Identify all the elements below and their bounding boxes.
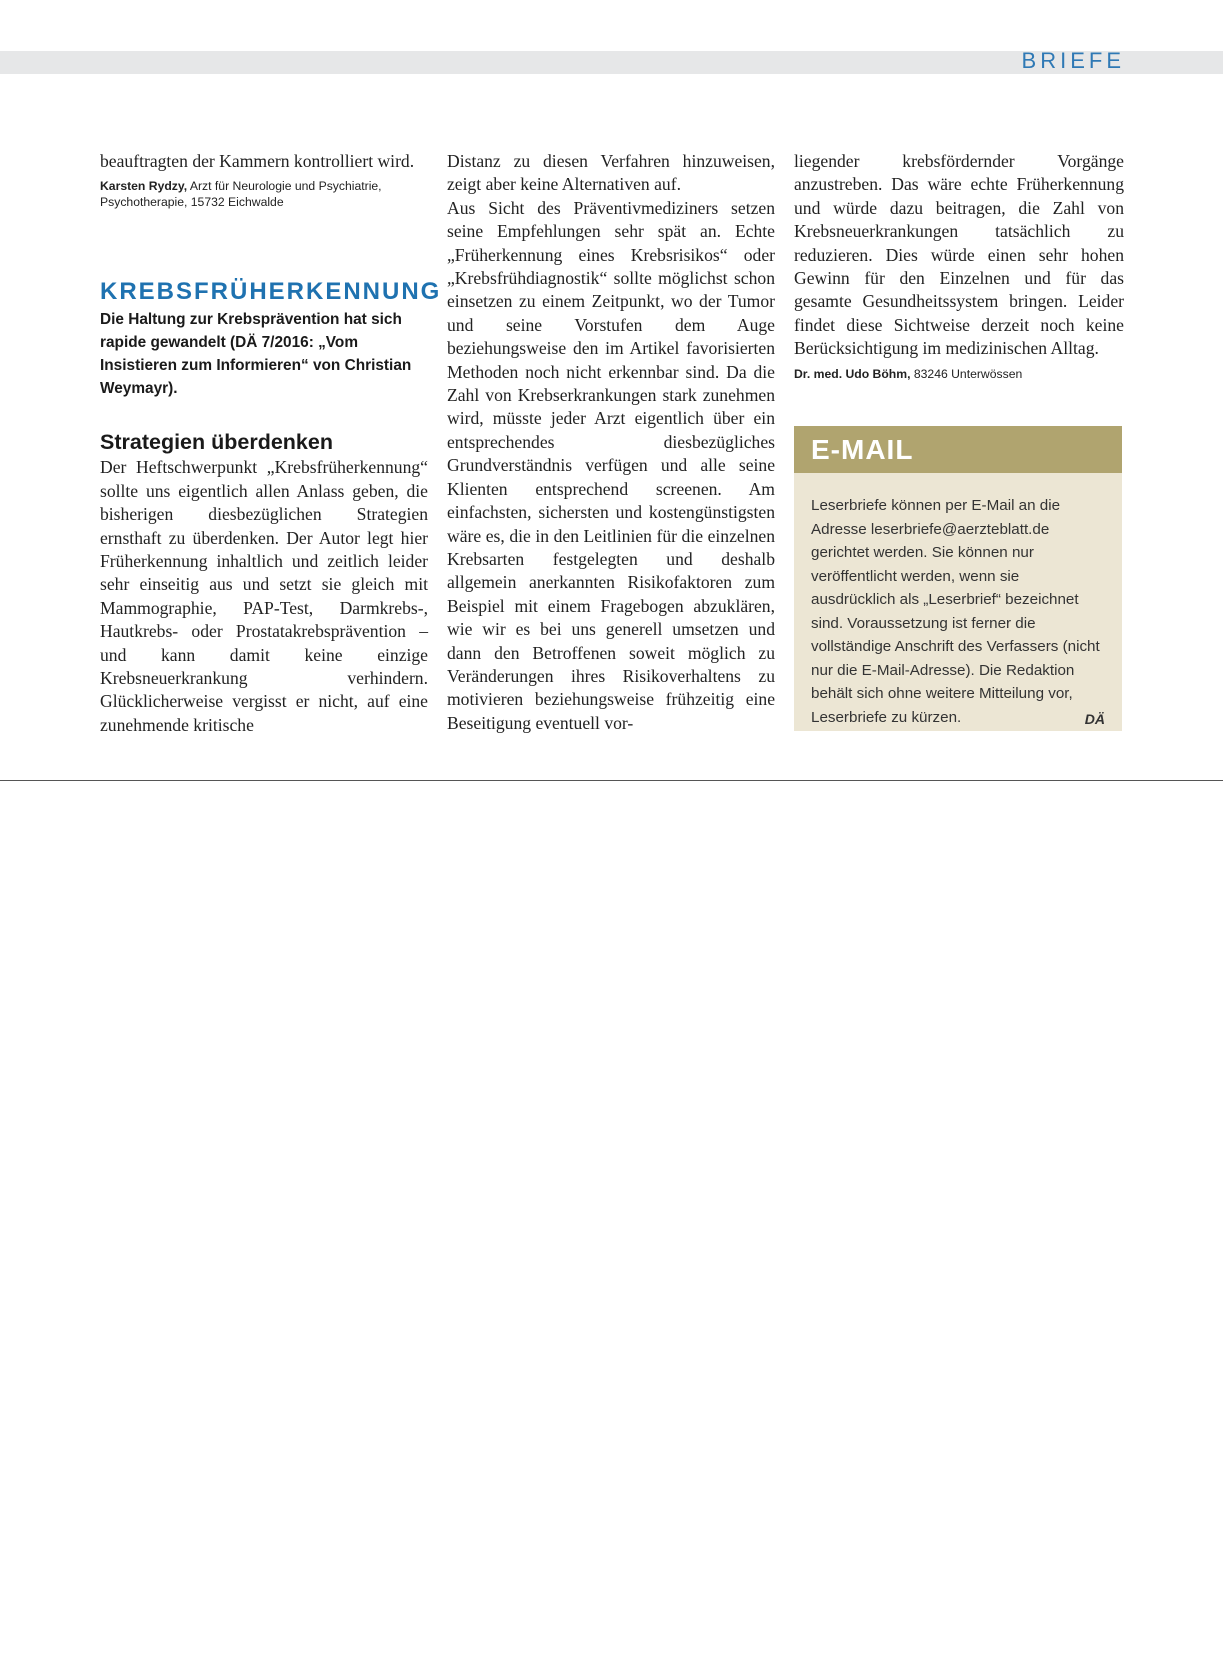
body-paragraph: beauftragten der Kammern kontrolliert wird. <box>100 151 415 171</box>
column-1 <box>100 150 442 737</box>
author-name: Karsten Rydzy, <box>100 179 188 194</box>
body-paragraph: Der Heftschwerpunkt „Krebsfrüherkennung“ sollte uns eigentlich allen Anlass geben, die bisherigen diesbezüglichen Strategien ernsthaft zu überdenken. Der Autor legt hier Früherkennung inhaltlich und zeitlich leider sehr einseitig aus und setzt sie gleich mit Mammographie, PAP-Test, Darmkrebs-, Hautkrebs- oder Prostatakrebsprävention – und kann damit keine einzige Krebsneuerkrankung verhindern. Glücklicherweise vergisst er nicht, auf eine zunehmende kritische <box>100 457 428 735</box>
email-box-title: E-MAIL <box>794 426 1122 473</box>
body-paragraph: Distanz zu diesen Verfahren hinzuweisen, zeigt aber keine Alternativen auf. <box>447 151 775 195</box>
email-box-body: Leserbriefe können per E-Mail an die Adresse leserbriefe@aerzteblatt.de gerichtet werden. Sie können nur veröffentlicht werden, wenn sie ausdrücklich als „Leserbrief“ bezeichnet sind. Voraussetzung ist ferner die vollständige Anschrift des Verfassers (nicht nur die E-Mail-Adresse). Die Redaktion behält sich ohne weitere Mitteilung vor, Leserbriefe zu kürzen. <box>811 497 1100 726</box>
letter-heading: Strategien überdenken <box>100 430 333 455</box>
letter-signature <box>100 178 428 210</box>
body-paragraph: liegender krebsfördernder Vorgänge anzustreben. Das wäre echte Früherkennung und würde dazu beitragen, die Zahl von Krebsneuerkrankungen tatsächlich zu reduzieren. Dies würde einen sehr hohen Gewinn für den Einzelnen und für das gesamte Gesundheitssystem bringen. Leider findet diese Sichtweise derzeit noch keine Berücksichtigung im medizinischen Alltag. <box>794 151 1124 359</box>
email-box-text <box>794 473 1122 729</box>
author-details: 83246 Unterwössen <box>910 366 1023 381</box>
body-paragraph: Aus Sicht des Präventivmediziners setzen seine Empfehlungen sehr spät an. Echte „Früherkennung eines Krebsrisikos“ oder „Krebsfrühdiagnostik“ sollte möglichst schon einsetzen zu einem Zeitpunkt, wo der Tumor und seine Vorstufen dem Auge beziehungsweise den im Artikel favorisierten Methoden noch nicht erkennbar sind. Da die Zahl von Krebserkrankungen stark zunehmen wird, müsste jeder Arzt eigentlich über ein entsprechendes diesbezügliches Grundverständnis verfügen und alle seine Klienten entsprechend screenen. Am einfachsten, sichersten und kostengünstigsten wäre es, die in den Leitlinien für die einzelnen Krebsarten festgelegten und deshalb allgemein anerkannten Risikofaktoren zum Beispiel mit einem Fragebogen abzuklären, wie wir es bei uns generell umsetzen und dann den Betroffenen soweit möglich zu Veränderungen ihres Risikoverhaltens zu motivieren beziehungsweise frühzeitig eine Beseitigung eventuell vor- <box>447 197 775 733</box>
author-name: Dr. med. Udo Böhm, <box>794 366 911 381</box>
section-label: BRIEFE <box>1021 48 1125 73</box>
topic-heading: KREBSFRÜHERKENNUNG <box>100 278 442 306</box>
bottom-divider <box>0 780 1223 781</box>
column-2 <box>447 150 775 735</box>
topic-lead: Die Haltung zur Krebsprävention hat sich rapide gewandelt (DÄ 7/2016: „Vom Insistieren zum Informieren“ von Christian Weymayr). <box>100 311 412 398</box>
email-box-signature: DÄ <box>1084 710 1105 727</box>
letter-signature <box>794 366 1124 382</box>
column-3 <box>794 150 1124 382</box>
email-info-box <box>794 426 1122 731</box>
author-details: Arzt für Neurologie und Psychiatrie, Psychotherapie, 15732 Eichwalde <box>100 179 382 210</box>
